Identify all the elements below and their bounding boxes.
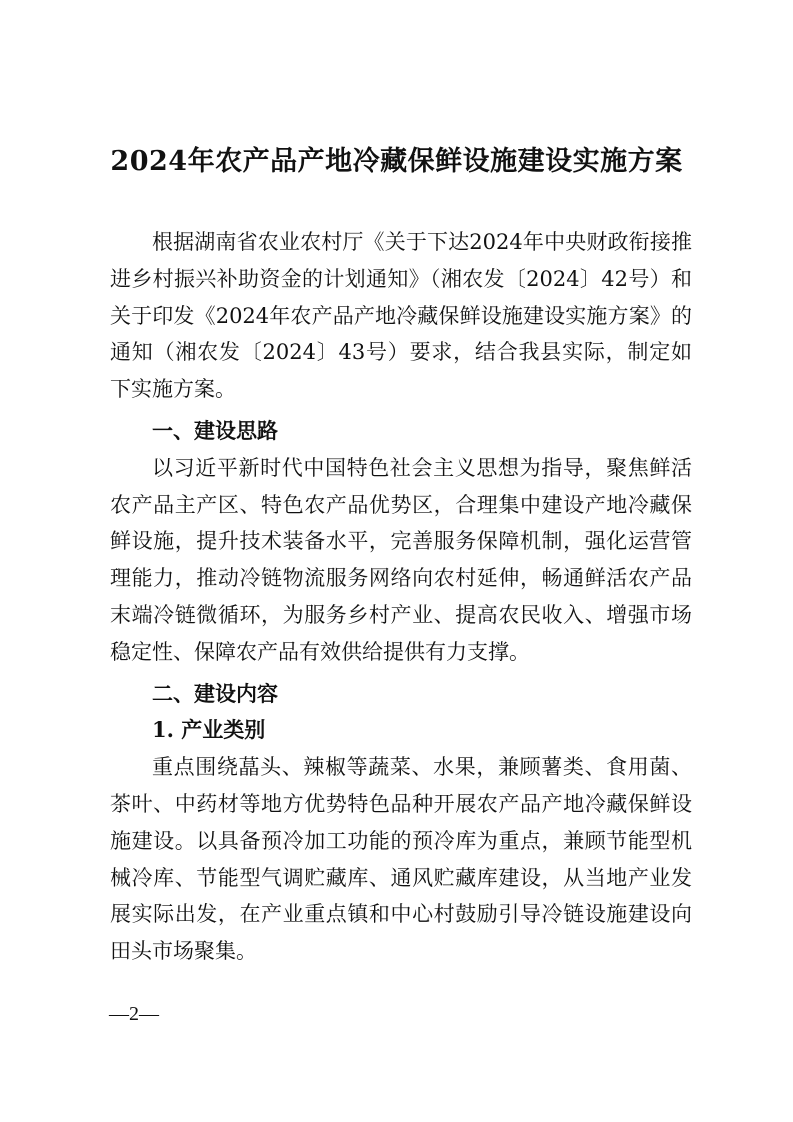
section-heading-ideas: 一、建设思路 xyxy=(152,417,278,443)
section-paragraph-ideas: 以习近平新时代中国特色社会主义思想为指导，聚焦鲜活农产品主产区、特色农产品优势区，合理集中建设产地冷藏保鲜设施，提升技术装备水平，完善服务保障机制，强化运营管理能力，推动冷链物流服务网络向农村延伸，畅通鲜活农产品末端冷链微循环，为服务乡村产业、提高农民收入、增强市场稳定性、保障农产品有效供给提供有力支撑。 xyxy=(110,455,692,664)
document-title: 2024年农产品产地冷藏保鲜设施建设实施方案 xyxy=(110,146,683,177)
page-number: —2— xyxy=(109,1003,159,1025)
document-body xyxy=(110,224,692,970)
subsection-heading-industry: 1. 产业类别 xyxy=(152,717,266,743)
intro-paragraph: 根据湖南省农业农村厅《关于下达2024年中央财政衔接推进乡村振兴补助资金的计划通知》（湘农发〔2024〕42号）和关于印发《2024年农产品产地冷藏保鲜设施建设实施方案》的通知（湘农发〔2024〕43号）要求，结合我县实际，制定如下实施方案。 xyxy=(110,230,692,402)
section-heading-content: 二、建设内容 xyxy=(152,680,278,706)
section-paragraph-content: 重点围绕蕌头、辣椒等蔬菜、水果，兼顾薯类、食用菌、茶叶、中药材等地方优势特色品种开展农产品产地冷藏保鲜设施建设。以具备预冷加工功能的预冷库为重点，兼顾节能型机械冷库、节能型气调贮藏库、通风贮藏库建设，从当地产业发展实际出发，在产业重点镇和中心村鼓励引导冷链设施建设向田头市场聚集。 xyxy=(110,755,692,964)
